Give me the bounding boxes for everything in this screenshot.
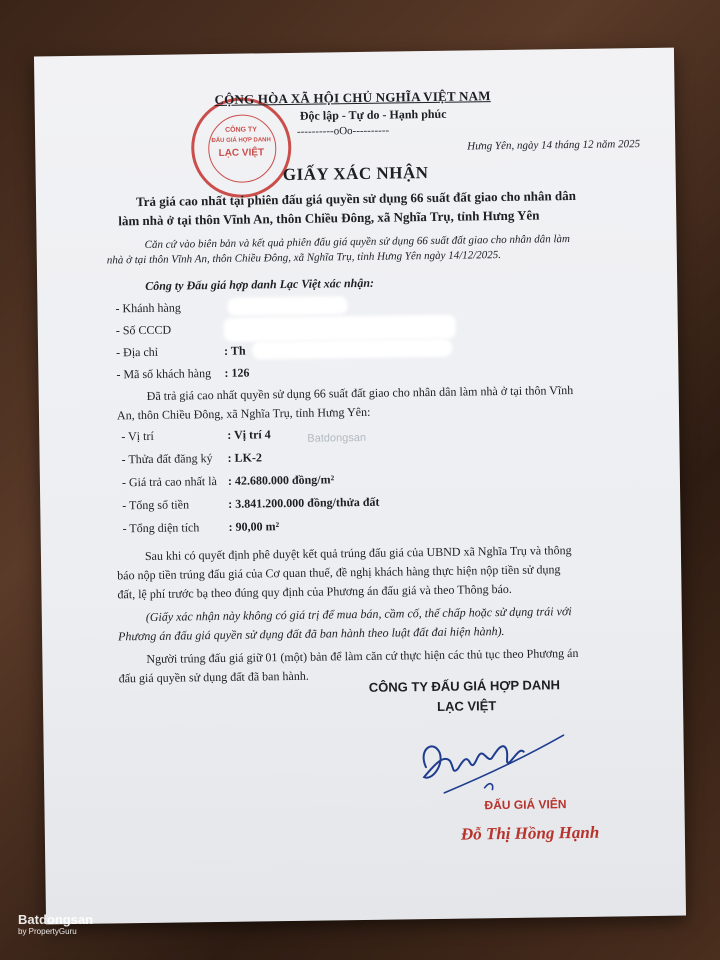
seal-text-line3: LẠC VIỆT (218, 147, 265, 159)
lot-position-label: - Vị trí (121, 428, 154, 444)
auctioneer-name: Đỗ Thị Hồng Hạnh (460, 822, 600, 844)
redaction-id (224, 315, 456, 342)
brand-name: Batdongsan (18, 912, 94, 927)
lot-price-label: - Giá trả cao nhất là (121, 473, 217, 490)
customer-address-value: : Th (224, 343, 246, 358)
signature-company-line1: CÔNG TY ĐẤU GIÁ HỢP DANH (368, 677, 561, 695)
header-separator: ----------oOo---------- (296, 124, 390, 138)
customer-code-value: : 126 (224, 365, 250, 380)
subtitle-line1: Trả giá cao nhất tại phiên đấu giá quyền sử dụng 66 suất đất giao cho nhân dân (135, 187, 577, 210)
lot-total-label: - Tổng số tiền (122, 497, 190, 513)
lot-parcel-label: - Thửa đất đăng ký (121, 451, 213, 467)
customer-address-label: - Địa chỉ (116, 344, 159, 360)
customer-name-label: - Khánh hàng (115, 300, 181, 316)
keep-copy-line1: Người trúng đấu giá giữ 01 (một) bản để làm căn cứ thực hiện các thủ tục theo Phương án (146, 645, 579, 666)
disclaimer-line1: (Giấy xác nhận này không có giá trị để mua bán, cầm cố, thế chấp hoặc sử dụng trái với (145, 604, 572, 625)
lot-price-value: : 42.680.000 đồng/m² (227, 472, 335, 488)
keep-copy-line2: đấu giá quyền sử dụng đất đã ban hành. (118, 668, 309, 686)
redaction-address (252, 339, 452, 360)
auctioneer-role: ĐẤU GIÁ VIÊN (484, 797, 567, 813)
place-date: Hưng Yên, ngày 14 tháng 12 năm 2025 (467, 138, 641, 153)
disclaimer-line2: Phương án đấu giá quyền sử dụng đất đã ban hành theo luật đất đai hiện hành). (117, 623, 505, 644)
center-watermark: Batdongsan (307, 431, 367, 445)
basis-line2: nhà ở tại thôn Vĩnh An, thôn Chiều Đông, xã Nghĩa Trụ, tỉnh Hưng Yên ngày 14/12/2025. (106, 249, 502, 267)
payment-para-line2: báo nộp tiền trúng đấu giá của Cơ quan thuế, đề nghị khách hàng thực hiện nộp tiền sử dụng (117, 562, 561, 583)
signature-company-line2: LẠC VIỆT (436, 698, 497, 714)
basis-line1: Căn cứ vào biên bản và kết quả phiên đấu giá quyền sử dụng 66 suất đất giao cho nhân dân làm (144, 233, 571, 251)
lot-total-value: : 3.841.200.000 đồng/thửa đất (228, 494, 380, 511)
seal-text-line2: ĐẤU GIÁ HỢP DANH (211, 137, 271, 145)
paid-line1: Đã trả giá cao nhất quyền sử dụng 66 suất đất giao cho nhân dân làm nhà ở tại thôn Vĩnh (146, 383, 574, 403)
payment-para-line1: Sau khi có quyết định phê duyệt kết quả trúng đấu giá của UBND xã Nghĩa Trụ và thông (144, 543, 572, 564)
customer-code-label: - Mã số khách hàng (116, 366, 212, 382)
customer-id-label: - Số CCCD (115, 322, 172, 338)
nation-header: CỘNG HÒA XÃ HỘI CHỦ NGHĨA VIỆT NAM (214, 88, 491, 107)
lot-parcel-value: : LK-2 (227, 450, 263, 465)
paid-line2: An, thôn Chiều Đông, xã Nghĩa Trụ, tỉnh Hưng Yên: (116, 404, 371, 423)
document-paper (34, 48, 686, 925)
handwritten-signature (413, 717, 574, 799)
motto: Độc lập - Tự do - Hạnh phúc (299, 106, 447, 123)
subtitle-line2: làm nhà ở tại thôn Vĩnh An, thôn Chiều Đông, xã Nghĩa Trụ, tỉnh Hưng Yên (118, 207, 540, 229)
confirm-heading: Công ty Đấu giá hợp danh Lạc Việt xác nhận: (145, 275, 375, 293)
brand-by: by PropertyGuru (18, 927, 77, 936)
lot-area-value: : 90,00 m² (228, 519, 280, 534)
document-title: GIẤY XÁC NHẬN (282, 163, 429, 185)
redaction-name (227, 296, 347, 316)
payment-para-line3: đất, lệ phí trước bạ theo đúng quy định của Phương án đấu giá và theo Thông báo. (117, 581, 512, 602)
lot-position-value: : Vị trí 4 (227, 427, 271, 442)
brand-watermark (18, 912, 93, 936)
seal-text-line1: CÔNG TY (225, 126, 258, 134)
lot-area-label: - Tổng diện tích (122, 520, 200, 536)
